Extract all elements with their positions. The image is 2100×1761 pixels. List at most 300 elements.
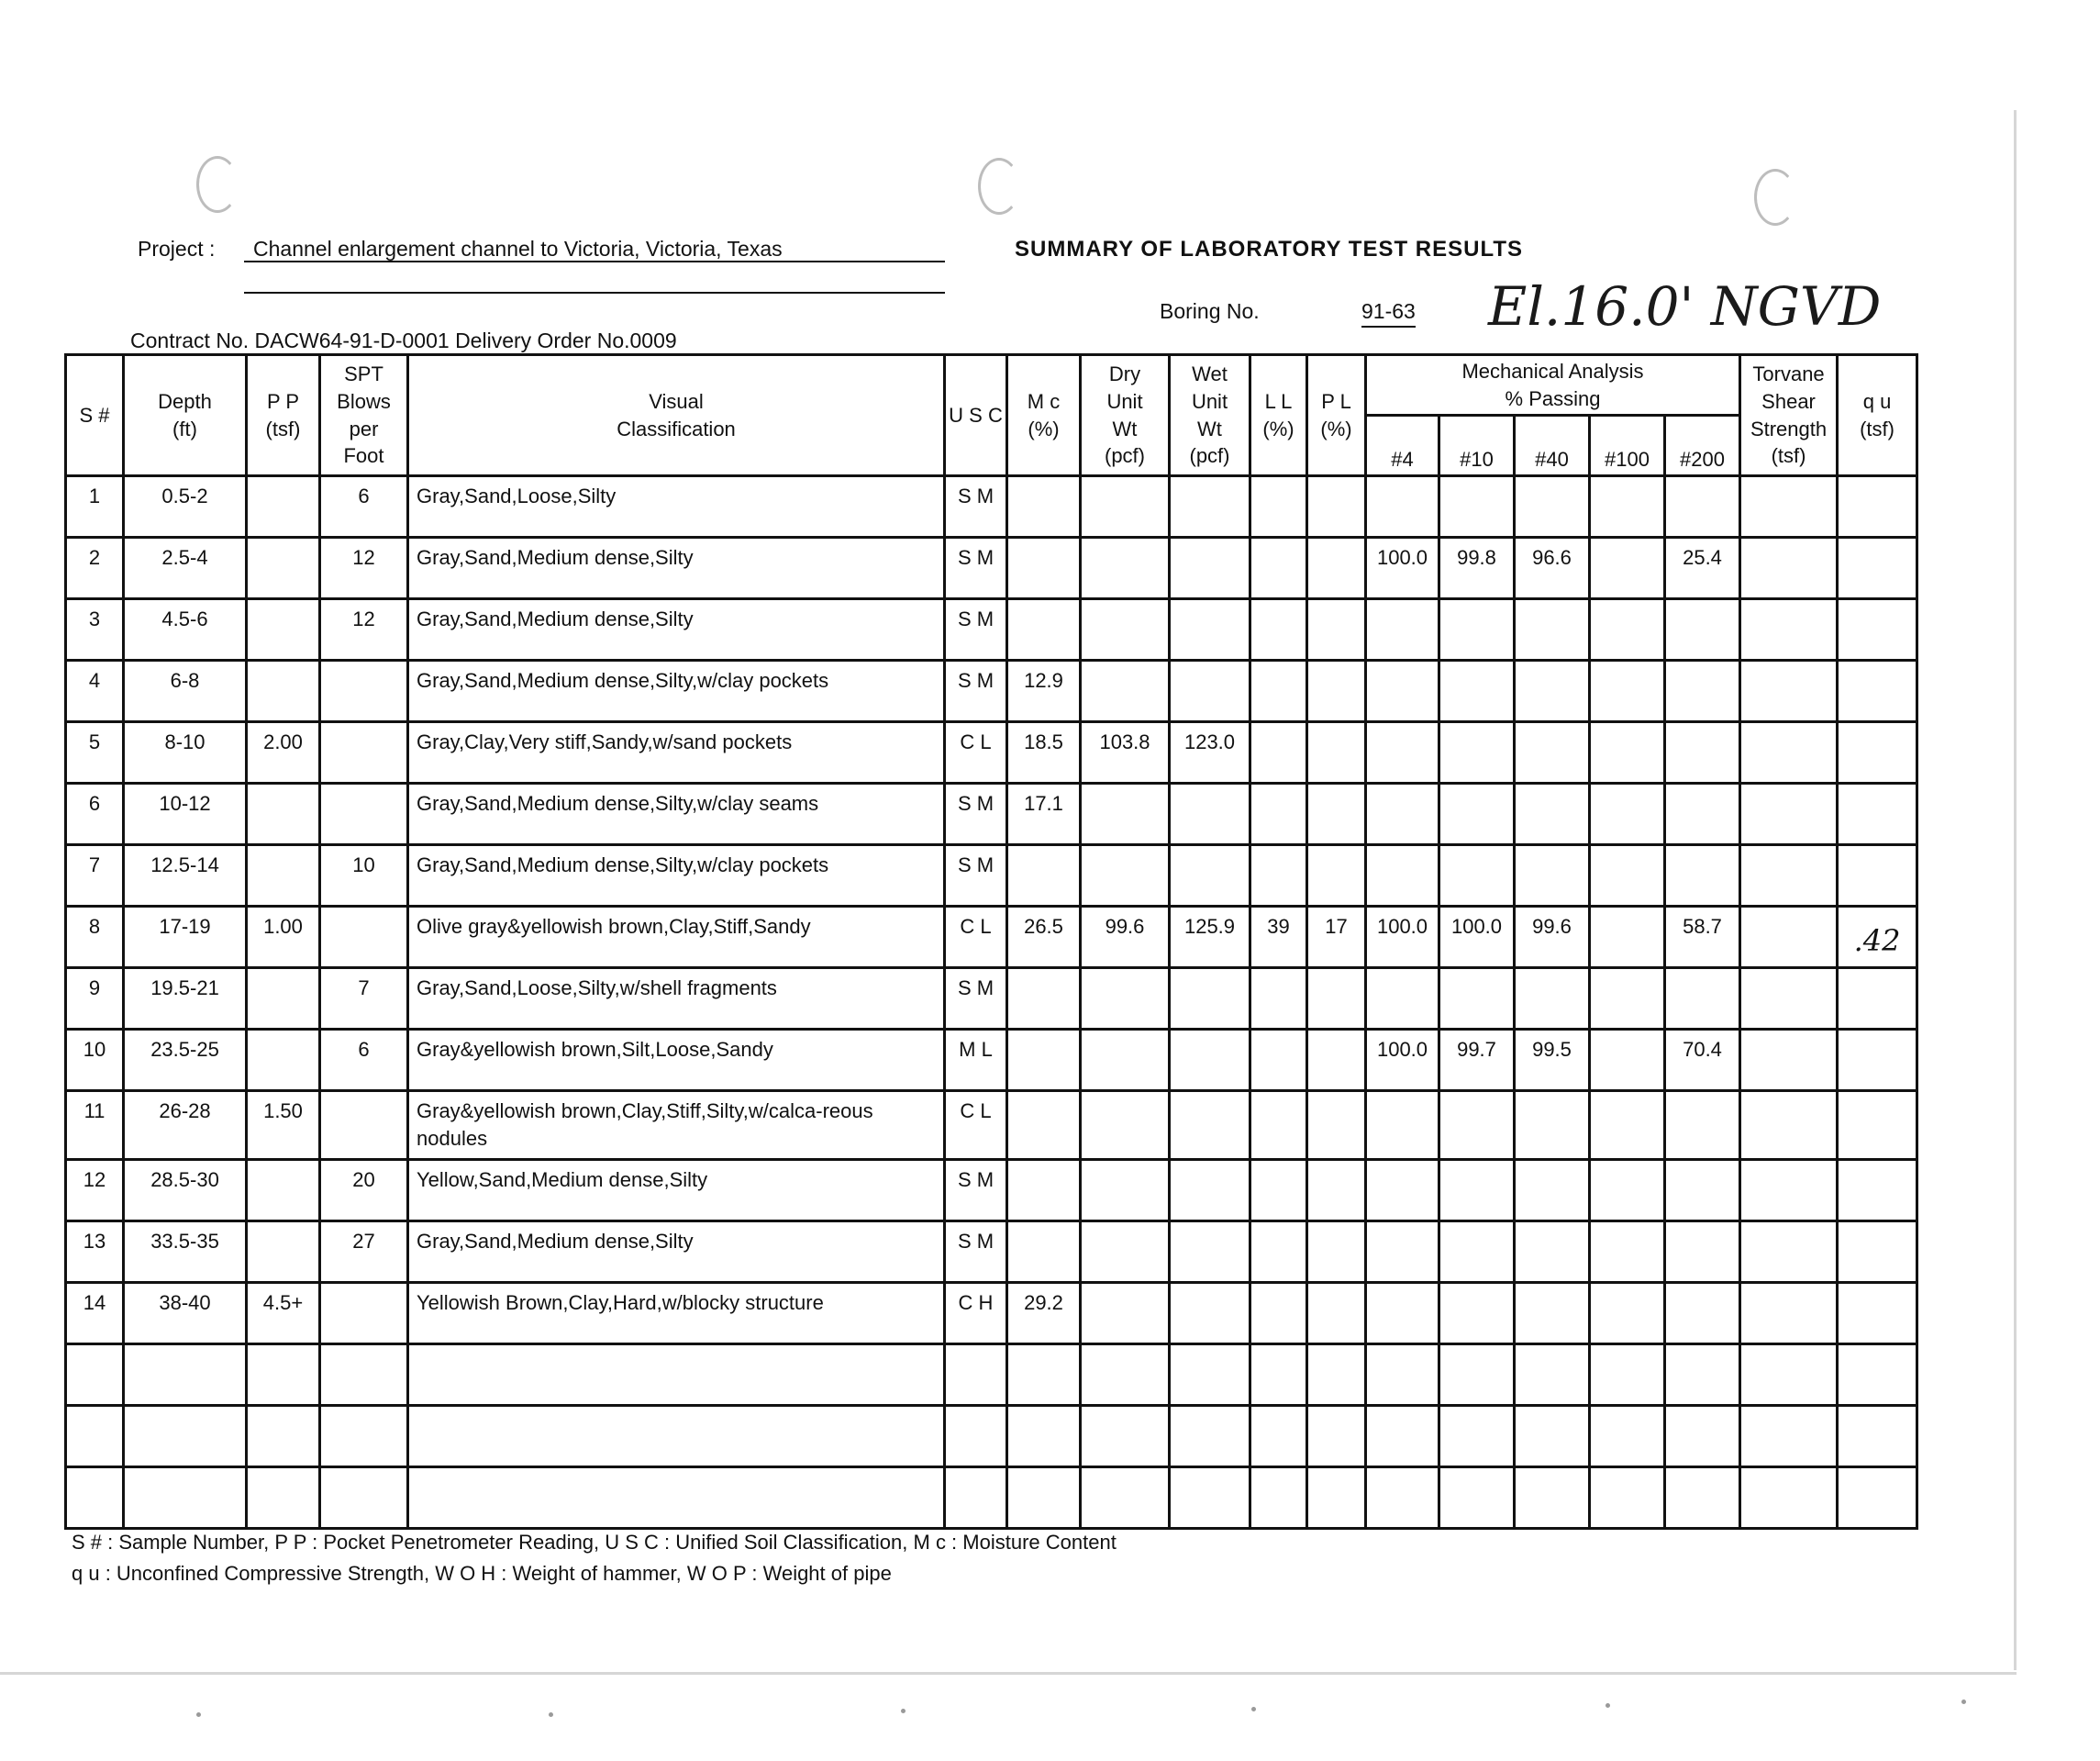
cell-usc	[945, 1343, 1007, 1405]
cell-spt-blows: 12	[320, 599, 408, 661]
scan-speckle	[901, 1709, 906, 1713]
cell-pocket-penetrometer: 1.50	[247, 1091, 320, 1159]
cell-usc: S M	[945, 599, 1007, 661]
cell-unconfined-strength	[1838, 1159, 1917, 1220]
cell-visual-classification: Yellow,Sand,Medium dense,Silty	[408, 1159, 945, 1220]
cell-usc: S M	[945, 1220, 1007, 1282]
cell-torvane-shear	[1740, 476, 1838, 538]
boring-label: Boring No.	[1160, 299, 1260, 323]
cell-sieve-100	[1590, 968, 1665, 1030]
cell-sieve-200	[1665, 845, 1740, 907]
table-row	[66, 476, 1917, 538]
cell-sieve-10: 99.7	[1439, 1030, 1515, 1091]
cell-sieve-4	[1366, 661, 1439, 722]
cell-pocket-penetrometer	[247, 661, 320, 722]
cell-unconfined-strength	[1838, 1282, 1917, 1343]
cell-sieve-10	[1439, 1282, 1515, 1343]
cell-sieve-200	[1665, 722, 1740, 784]
cell-spt-blows	[320, 722, 408, 784]
cell-pocket-penetrometer	[247, 784, 320, 845]
header-unconfined-strength: q u (tsf)	[1838, 355, 1917, 476]
cell-usc: C L	[945, 722, 1007, 784]
punch-hole-left	[196, 156, 239, 213]
cell-plastic-limit	[1307, 845, 1366, 907]
cell-sieve-10	[1439, 1091, 1515, 1159]
cell-sieve-200	[1665, 1405, 1740, 1466]
cell-liquid-limit	[1250, 599, 1307, 661]
cell-torvane-shear	[1740, 1282, 1838, 1343]
boring-number: 91-63	[1361, 299, 1416, 328]
cell-usc: S M	[945, 784, 1007, 845]
header-sieve-200: #200	[1665, 416, 1740, 476]
table-row	[66, 1282, 1917, 1343]
cell-moisture-content	[1007, 1091, 1081, 1159]
cell-sieve-10	[1439, 968, 1515, 1030]
cell-sieve-10	[1439, 661, 1515, 722]
cell-spt-blows	[320, 1343, 408, 1405]
cell-torvane-shear	[1740, 1091, 1838, 1159]
cell-depth: 8-10	[124, 722, 247, 784]
cell-moisture-content: 29.2	[1007, 1282, 1081, 1343]
cell-sieve-40	[1515, 1159, 1590, 1220]
cell-sieve-4	[1366, 1159, 1439, 1220]
cell-torvane-shear	[1740, 845, 1838, 907]
cell-pocket-penetrometer	[247, 476, 320, 538]
cell-moisture-content: 26.5	[1007, 907, 1081, 968]
cell-liquid-limit	[1250, 1030, 1307, 1091]
cell-visual-classification: Gray,Sand,Medium dense,Silty,w/clay seams	[408, 784, 945, 845]
cell-sieve-40	[1515, 784, 1590, 845]
header-sieve-40: #40	[1515, 416, 1590, 476]
cell-dry-unit-weight	[1081, 784, 1170, 845]
cell-torvane-shear	[1740, 1030, 1838, 1091]
table-header	[66, 355, 1917, 476]
scan-speckle	[1251, 1707, 1256, 1711]
cell-sieve-100	[1590, 1159, 1665, 1220]
cell-spt-blows	[320, 1405, 408, 1466]
cell-wet-unit-weight	[1170, 476, 1250, 538]
scan-speckle	[549, 1712, 553, 1717]
cell-sieve-4	[1366, 1466, 1439, 1528]
cell-depth: 33.5-35	[124, 1220, 247, 1282]
cell-dry-unit-weight	[1081, 476, 1170, 538]
cell-depth: 4.5-6	[124, 599, 247, 661]
cell-torvane-shear	[1740, 1466, 1838, 1528]
cell-dry-unit-weight	[1081, 538, 1170, 599]
cell-sieve-40	[1515, 968, 1590, 1030]
cell-plastic-limit	[1307, 968, 1366, 1030]
cell-dry-unit-weight: 103.8	[1081, 722, 1170, 784]
cell-moisture-content: 18.5	[1007, 722, 1081, 784]
cell-dry-unit-weight	[1081, 1282, 1170, 1343]
cell-sample-number: 12	[66, 1159, 124, 1220]
cell-visual-classification	[408, 1466, 945, 1528]
scan-speckle	[1961, 1700, 1966, 1704]
cell-sieve-10	[1439, 1159, 1515, 1220]
cell-sample-number: 3	[66, 599, 124, 661]
cell-sieve-40	[1515, 1343, 1590, 1405]
cell-visual-classification: Gray,Sand,Medium dense,Silty	[408, 538, 945, 599]
table-row	[66, 1343, 1917, 1405]
cell-sieve-200	[1665, 1282, 1740, 1343]
cell-plastic-limit	[1307, 1466, 1366, 1528]
header-moisture-content: M c (%)	[1007, 355, 1081, 476]
table-row	[66, 1159, 1917, 1220]
cell-plastic-limit	[1307, 476, 1366, 538]
project-name: Channel enlargement channel to Victoria, Victoria, Texas	[253, 237, 783, 261]
cell-dry-unit-weight	[1081, 599, 1170, 661]
cell-torvane-shear	[1740, 538, 1838, 599]
cell-pocket-penetrometer	[247, 1030, 320, 1091]
cell-moisture-content	[1007, 599, 1081, 661]
cell-sample-number	[66, 1405, 124, 1466]
footnote-abbreviations-1: S # : Sample Number, P P : Pocket Penetrometer Reading, U S C : Unified Soil Classification, M c : Moisture Content	[72, 1531, 1117, 1554]
cell-moisture-content	[1007, 1030, 1081, 1091]
cell-sieve-4: 100.0	[1366, 1030, 1439, 1091]
cell-pocket-penetrometer	[247, 599, 320, 661]
cell-usc: S M	[945, 1159, 1007, 1220]
cell-depth	[124, 1343, 247, 1405]
contract-info: Contract No. DACW64-91-D-0001 Delivery Order No.0009	[130, 329, 677, 352]
cell-dry-unit-weight	[1081, 1091, 1170, 1159]
cell-depth: 0.5-2	[124, 476, 247, 538]
cell-moisture-content: 17.1	[1007, 784, 1081, 845]
cell-liquid-limit	[1250, 1220, 1307, 1282]
cell-liquid-limit	[1250, 845, 1307, 907]
page-edge-bottom	[0, 1672, 2017, 1675]
cell-visual-classification: Gray,Sand,Loose,Silty,w/shell fragments	[408, 968, 945, 1030]
cell-wet-unit-weight: 123.0	[1170, 722, 1250, 784]
cell-usc: M L	[945, 1030, 1007, 1091]
cell-depth: 10-12	[124, 784, 247, 845]
cell-visual-classification: Gray&yellowish brown,Clay,Stiff,Silty,w/calca-reous nodules	[408, 1091, 945, 1159]
cell-depth	[124, 1405, 247, 1466]
cell-sample-number: 2	[66, 538, 124, 599]
cell-sieve-40	[1515, 661, 1590, 722]
cell-wet-unit-weight	[1170, 1466, 1250, 1528]
cell-sieve-100	[1590, 538, 1665, 599]
cell-sieve-10	[1439, 845, 1515, 907]
cell-sample-number: 13	[66, 1220, 124, 1282]
cell-dry-unit-weight: 99.6	[1081, 907, 1170, 968]
cell-wet-unit-weight	[1170, 1091, 1250, 1159]
table-row	[66, 968, 1917, 1030]
scan-speckle	[196, 1712, 201, 1717]
cell-torvane-shear	[1740, 784, 1838, 845]
cell-depth: 19.5-21	[124, 968, 247, 1030]
cell-plastic-limit: 17	[1307, 907, 1366, 968]
cell-visual-classification: Yellowish Brown,Clay,Hard,w/blocky structure	[408, 1282, 945, 1343]
cell-depth: 2.5-4	[124, 538, 247, 599]
cell-sieve-10	[1439, 784, 1515, 845]
cell-sample-number: 6	[66, 784, 124, 845]
header-liquid-limit: L L (%)	[1250, 355, 1307, 476]
cell-dry-unit-weight	[1081, 968, 1170, 1030]
cell-depth	[124, 1466, 247, 1528]
cell-sample-number: 5	[66, 722, 124, 784]
cell-sample-number: 4	[66, 661, 124, 722]
cell-spt-blows	[320, 784, 408, 845]
cell-torvane-shear	[1740, 1405, 1838, 1466]
table-row	[66, 1220, 1917, 1282]
cell-visual-classification: Gray,Sand,Medium dense,Silty,w/clay pockets	[408, 845, 945, 907]
cell-liquid-limit	[1250, 476, 1307, 538]
cell-pocket-penetrometer: 1.00	[247, 907, 320, 968]
cell-plastic-limit	[1307, 1030, 1366, 1091]
cell-sieve-100	[1590, 476, 1665, 538]
cell-sieve-200	[1665, 599, 1740, 661]
cell-usc	[945, 1466, 1007, 1528]
cell-sieve-4	[1366, 599, 1439, 661]
cell-unconfined-strength	[1838, 1405, 1917, 1466]
cell-wet-unit-weight	[1170, 1220, 1250, 1282]
cell-plastic-limit	[1307, 784, 1366, 845]
table-row	[66, 784, 1917, 845]
cell-visual-classification	[408, 1343, 945, 1405]
cell-sieve-200: 70.4	[1665, 1030, 1740, 1091]
cell-sieve-40: 99.5	[1515, 1030, 1590, 1091]
cell-sieve-4	[1366, 784, 1439, 845]
header-mechanical-analysis: Mechanical Analysis % Passing	[1366, 355, 1740, 416]
cell-moisture-content	[1007, 1466, 1081, 1528]
cell-dry-unit-weight	[1081, 845, 1170, 907]
cell-pocket-penetrometer	[247, 538, 320, 599]
cell-unconfined-strength	[1838, 1030, 1917, 1091]
cell-unconfined-strength	[1838, 599, 1917, 661]
cell-depth: 23.5-25	[124, 1030, 247, 1091]
cell-liquid-limit	[1250, 1159, 1307, 1220]
cell-moisture-content	[1007, 538, 1081, 599]
cell-torvane-shear	[1740, 661, 1838, 722]
cell-liquid-limit: 39	[1250, 907, 1307, 968]
scan-speckle	[1606, 1703, 1610, 1708]
header-plastic-limit: P L (%)	[1307, 355, 1366, 476]
cell-sieve-10	[1439, 476, 1515, 538]
cell-spt-blows: 27	[320, 1220, 408, 1282]
cell-unconfined-strength	[1838, 968, 1917, 1030]
cell-sieve-200	[1665, 784, 1740, 845]
cell-torvane-shear	[1740, 968, 1838, 1030]
cell-pocket-penetrometer	[247, 1159, 320, 1220]
cell-sieve-100	[1590, 1343, 1665, 1405]
cell-dry-unit-weight	[1081, 1466, 1170, 1528]
cell-visual-classification: Gray,Sand,Medium dense,Silty	[408, 1220, 945, 1282]
cell-sample-number: 8	[66, 907, 124, 968]
cell-sample-number: 1	[66, 476, 124, 538]
cell-depth: 12.5-14	[124, 845, 247, 907]
cell-sieve-4	[1366, 1282, 1439, 1343]
cell-dry-unit-weight	[1081, 1405, 1170, 1466]
cell-sieve-10: 100.0	[1439, 907, 1515, 968]
cell-sieve-200	[1665, 968, 1740, 1030]
cell-visual-classification: Gray,Sand,Loose,Silty	[408, 476, 945, 538]
cell-plastic-limit	[1307, 1159, 1366, 1220]
cell-spt-blows	[320, 1091, 408, 1159]
cell-plastic-limit	[1307, 1343, 1366, 1405]
cell-visual-classification	[408, 1405, 945, 1466]
cell-liquid-limit	[1250, 1343, 1307, 1405]
cell-torvane-shear	[1740, 1220, 1838, 1282]
cell-wet-unit-weight	[1170, 538, 1250, 599]
cell-sample-number: 9	[66, 968, 124, 1030]
cell-wet-unit-weight	[1170, 968, 1250, 1030]
cell-usc: C H	[945, 1282, 1007, 1343]
cell-sieve-4: 100.0	[1366, 907, 1439, 968]
header-wet-unit-weight: Wet Unit Wt (pcf)	[1170, 355, 1250, 476]
cell-sieve-4	[1366, 1091, 1439, 1159]
page-title: SUMMARY OF LABORATORY TEST RESULTS	[1015, 237, 1524, 262]
cell-wet-unit-weight	[1170, 1030, 1250, 1091]
cell-torvane-shear	[1740, 722, 1838, 784]
header-torvane-shear: Torvane Shear Strength (tsf)	[1740, 355, 1838, 476]
cell-unconfined-strength	[1838, 1091, 1917, 1159]
cell-sieve-4	[1366, 968, 1439, 1030]
cell-spt-blows	[320, 1466, 408, 1528]
cell-unconfined-strength	[1838, 1466, 1917, 1528]
cell-spt-blows	[320, 907, 408, 968]
table-row	[66, 538, 1917, 599]
cell-usc: S M	[945, 538, 1007, 599]
elevation-handwritten-note: El.16.0' NGVD	[1488, 275, 1882, 338]
cell-sieve-4	[1366, 476, 1439, 538]
cell-unconfined-strength	[1838, 845, 1917, 907]
cell-wet-unit-weight	[1170, 1405, 1250, 1466]
cell-wet-unit-weight	[1170, 845, 1250, 907]
cell-spt-blows: 20	[320, 1159, 408, 1220]
cell-sieve-100	[1590, 1030, 1665, 1091]
cell-sieve-40	[1515, 1220, 1590, 1282]
cell-moisture-content	[1007, 1220, 1081, 1282]
cell-depth: 17-19	[124, 907, 247, 968]
cell-dry-unit-weight	[1081, 1343, 1170, 1405]
cell-sieve-4	[1366, 845, 1439, 907]
header-depth: Depth (ft)	[124, 355, 247, 476]
cell-sieve-4	[1366, 722, 1439, 784]
table-row	[66, 1405, 1917, 1466]
cell-plastic-limit	[1307, 1405, 1366, 1466]
header-sieve-100: #100	[1590, 416, 1665, 476]
project-underline	[244, 261, 945, 262]
cell-wet-unit-weight: 125.9	[1170, 907, 1250, 968]
cell-torvane-shear	[1740, 1159, 1838, 1220]
cell-wet-unit-weight	[1170, 1343, 1250, 1405]
cell-liquid-limit	[1250, 661, 1307, 722]
cell-sieve-10	[1439, 1466, 1515, 1528]
table-body	[66, 476, 1917, 1528]
cell-sieve-200	[1665, 1220, 1740, 1282]
cell-sample-number	[66, 1343, 124, 1405]
cell-visual-classification: Gray,Sand,Medium dense,Silty	[408, 599, 945, 661]
cell-sieve-10	[1439, 1405, 1515, 1466]
cell-sieve-10	[1439, 1343, 1515, 1405]
cell-sieve-40: 99.6	[1515, 907, 1590, 968]
cell-usc: S M	[945, 661, 1007, 722]
cell-sieve-40	[1515, 1405, 1590, 1466]
cell-moisture-content	[1007, 1405, 1081, 1466]
cell-sieve-40	[1515, 1282, 1590, 1343]
cell-usc: C L	[945, 1091, 1007, 1159]
cell-pocket-penetrometer: 2.00	[247, 722, 320, 784]
cell-sieve-200	[1665, 476, 1740, 538]
cell-sieve-40	[1515, 845, 1590, 907]
cell-moisture-content: 12.9	[1007, 661, 1081, 722]
cell-plastic-limit	[1307, 1220, 1366, 1282]
cell-sample-number: 7	[66, 845, 124, 907]
cell-unconfined-strength	[1838, 476, 1917, 538]
cell-liquid-limit	[1250, 722, 1307, 784]
cell-sieve-100	[1590, 661, 1665, 722]
cell-sieve-200: 25.4	[1665, 538, 1740, 599]
footnote-abbreviations-2: q u : Unconfined Compressive Strength, W O H : Weight of hammer, W O P : Weight of pipe	[72, 1562, 892, 1585]
table-row	[66, 661, 1917, 722]
header-usc: U S C	[945, 355, 1007, 476]
cell-depth: 38-40	[124, 1282, 247, 1343]
table-row	[66, 1091, 1917, 1159]
cell-sieve-100	[1590, 722, 1665, 784]
cell-depth: 26-28	[124, 1091, 247, 1159]
header-sample-number: S #	[66, 355, 124, 476]
header-sieve-4: #4	[1366, 416, 1439, 476]
cell-plastic-limit	[1307, 538, 1366, 599]
table-row	[66, 907, 1917, 968]
cell-liquid-limit	[1250, 1405, 1307, 1466]
cell-sample-number: 10	[66, 1030, 124, 1091]
header-pocket-penetrometer: P P (tsf)	[247, 355, 320, 476]
cell-usc: S M	[945, 968, 1007, 1030]
cell-depth: 28.5-30	[124, 1159, 247, 1220]
cell-sieve-100	[1590, 1466, 1665, 1528]
cell-sieve-200	[1665, 1466, 1740, 1528]
cell-moisture-content	[1007, 1343, 1081, 1405]
cell-sieve-100	[1590, 1405, 1665, 1466]
cell-sieve-100	[1590, 1091, 1665, 1159]
cell-sieve-10	[1439, 599, 1515, 661]
cell-sieve-4: 100.0	[1366, 538, 1439, 599]
cell-spt-blows: 12	[320, 538, 408, 599]
cell-sample-number: 14	[66, 1282, 124, 1343]
cell-sieve-40	[1515, 476, 1590, 538]
cell-sieve-40: 96.6	[1515, 538, 1590, 599]
cell-wet-unit-weight	[1170, 599, 1250, 661]
table-row	[66, 1030, 1917, 1091]
cell-sieve-100	[1590, 845, 1665, 907]
cell-usc	[945, 1405, 1007, 1466]
cell-sieve-100	[1590, 784, 1665, 845]
cell-sieve-4	[1366, 1220, 1439, 1282]
cell-spt-blows	[320, 1282, 408, 1343]
header-dry-unit-weight: Dry Unit Wt (pcf)	[1081, 355, 1170, 476]
cell-sieve-10	[1439, 1220, 1515, 1282]
cell-sieve-4	[1366, 1405, 1439, 1466]
cell-sieve-100	[1590, 599, 1665, 661]
header-sieve-10: #10	[1439, 416, 1515, 476]
cell-visual-classification: Olive gray&yellowish brown,Clay,Stiff,Sandy	[408, 907, 945, 968]
cell-sieve-200	[1665, 1091, 1740, 1159]
cell-liquid-limit	[1250, 538, 1307, 599]
table-row	[66, 1466, 1917, 1528]
cell-pocket-penetrometer	[247, 1343, 320, 1405]
cell-unconfined-strength	[1838, 784, 1917, 845]
cell-torvane-shear	[1740, 599, 1838, 661]
cell-visual-classification: Gray,Clay,Very stiff,Sandy,w/sand pockets	[408, 722, 945, 784]
cell-liquid-limit	[1250, 968, 1307, 1030]
cell-plastic-limit	[1307, 661, 1366, 722]
table-row	[66, 599, 1917, 661]
cell-sieve-200	[1665, 661, 1740, 722]
page-edge-right	[2014, 110, 2017, 1670]
cell-liquid-limit	[1250, 1091, 1307, 1159]
header-spt-blows: SPT Blows per Foot	[320, 355, 408, 476]
